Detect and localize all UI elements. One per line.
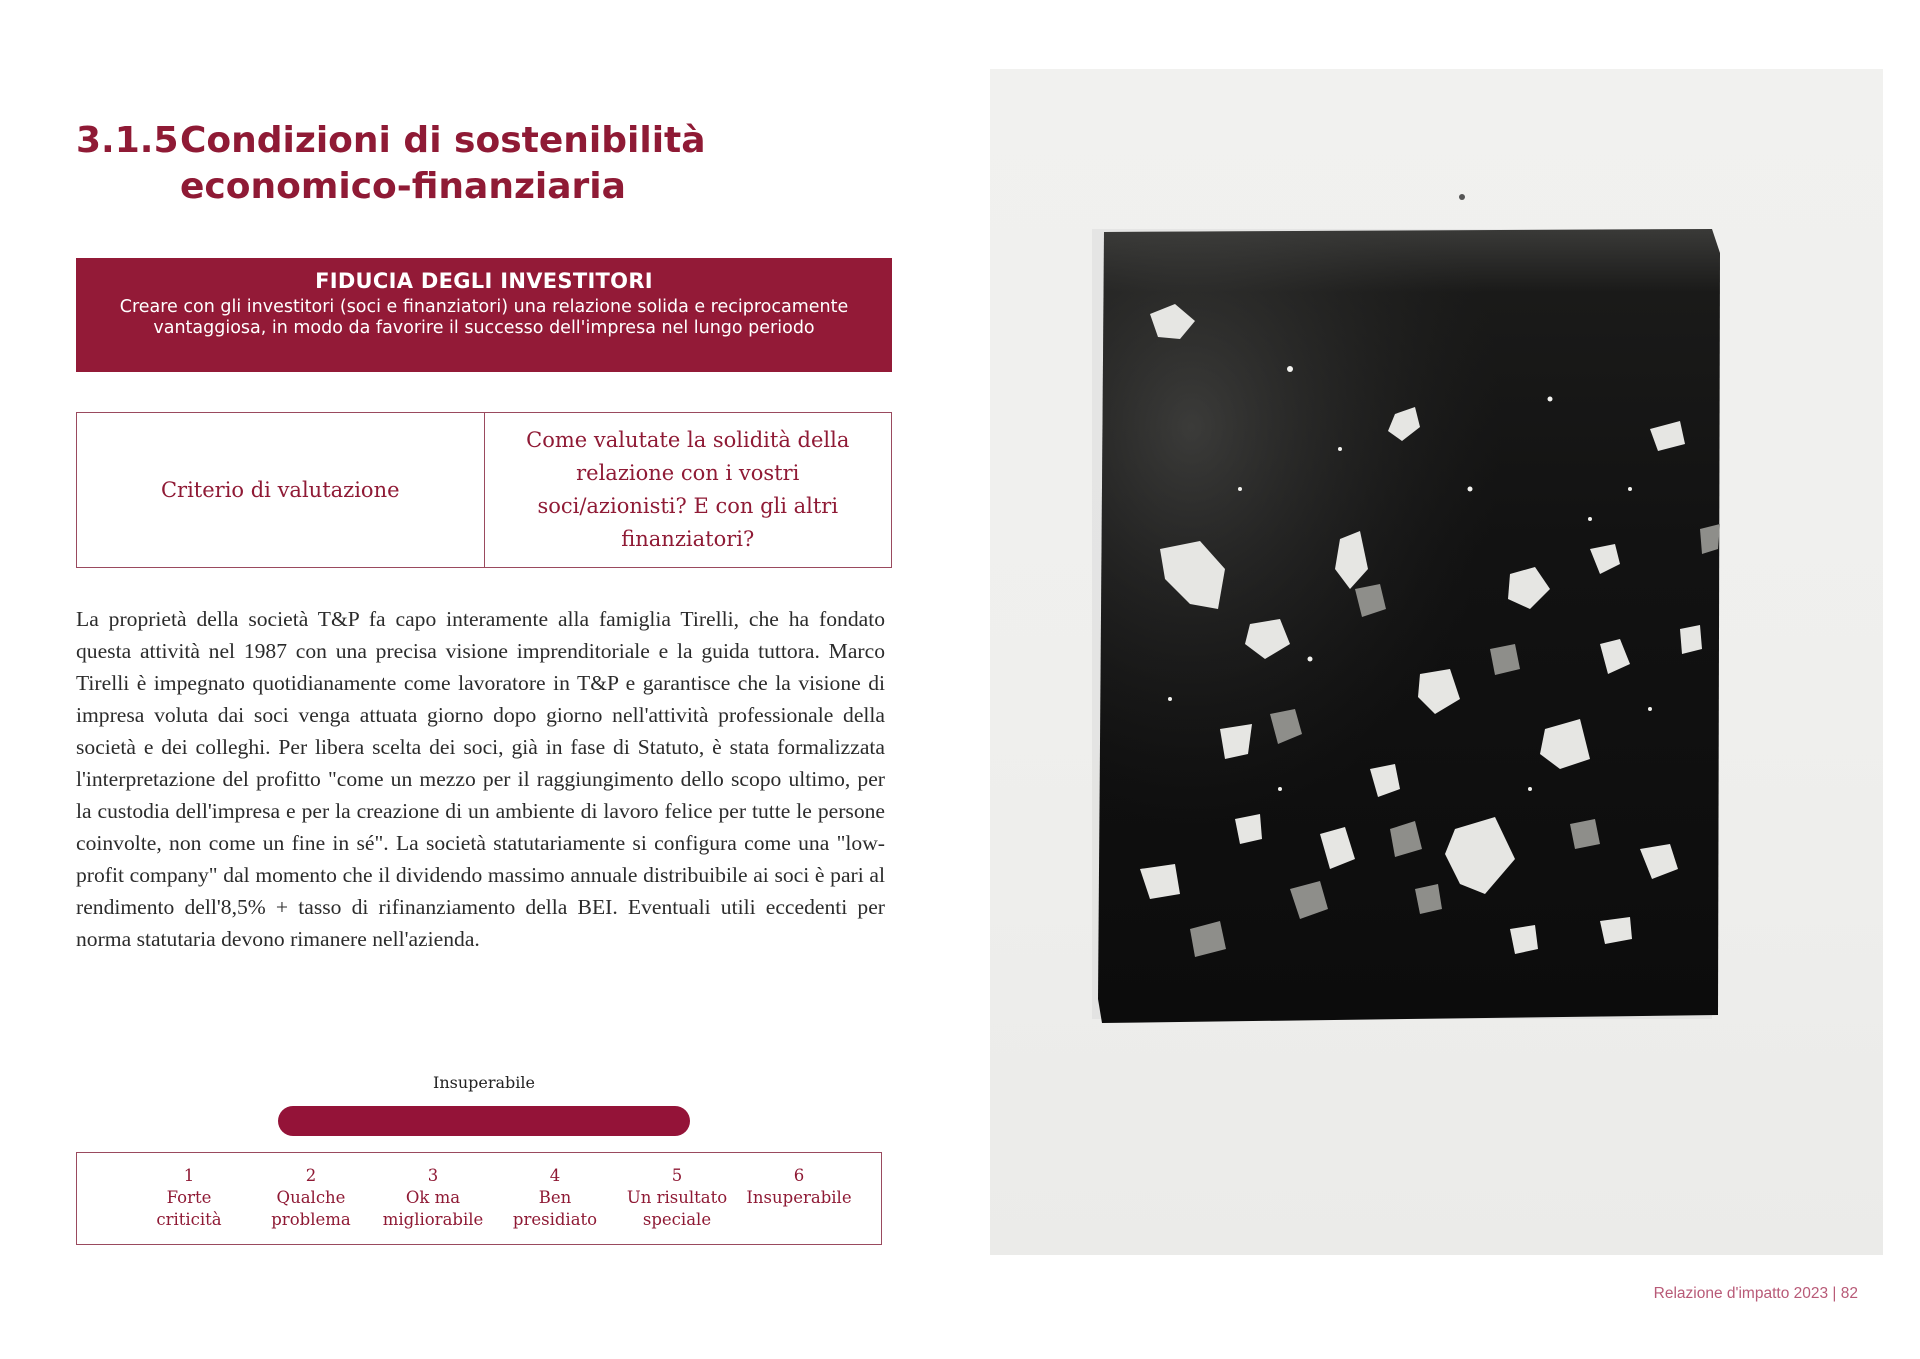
criteria-label: Criterio di valutazione bbox=[77, 413, 485, 567]
criteria-table bbox=[76, 412, 892, 568]
rating-level-label: speciale bbox=[642, 1210, 712, 1229]
banner-subtitle: Creare con gli investitori (soci e finanziatori) una relazione solida e reciprocamente vantaggiosa, in modo da favorire il successo dell'impresa nel lungo periodo bbox=[119, 297, 849, 338]
rating-bar bbox=[278, 1106, 690, 1136]
criteria-question: Come valutate la solidità della relazione con i vostri soci/azionisti? E con gli altri finanziatori? bbox=[526, 428, 850, 551]
artwork-illustration bbox=[990, 69, 1883, 1255]
rating-level-label: Qualche bbox=[276, 1188, 346, 1207]
rating-level-1 bbox=[124, 1165, 254, 1231]
rating-level-label: Ok ma bbox=[405, 1188, 461, 1207]
canvas-haze bbox=[1098, 229, 1720, 1023]
section-heading bbox=[76, 118, 896, 210]
rating-level-number: 5 bbox=[671, 1166, 683, 1185]
rating-level-number: 4 bbox=[549, 1166, 561, 1185]
rating-level-label: Un risultato bbox=[626, 1188, 728, 1207]
artwork-photo bbox=[990, 69, 1883, 1255]
banner-title: FIDUCIA DEGLI INVESTITORI bbox=[315, 269, 653, 293]
rating-level-number: 2 bbox=[305, 1166, 317, 1185]
rating-level-label: Insuperabile bbox=[746, 1188, 852, 1207]
rating-level-label: presidiato bbox=[512, 1210, 598, 1229]
rating-level-label: criticità bbox=[156, 1210, 222, 1229]
goal-banner bbox=[76, 258, 892, 372]
rating-selected-label: Insuperabile bbox=[433, 1073, 535, 1092]
rating-level-label: migliorabile bbox=[382, 1210, 484, 1229]
body-paragraph: La proprietà della società T&P fa capo interamente alla famiglia Tirelli, che ha fondato questa attività nel 1987 con una precisa visione imprenditoriale e la guida tuttora. Marco Tirelli è impegnato quotidianamente come lavoratore in T&P e garantisce che la visione di impresa voluta dai soci venga attuata giorno dopo giorno nell'attività professionale della società e dei colleghi. Per libera scelta dei soci, già in fase di Statuto, è stata formalizzata l'interpretazione del profitto "come un mezzo per il raggiungimento dello scopo ultimo, per la custodia dell'impresa e per la creazione di un ambiente di lavoro felice per tutte le persone coinvolte, non come un fine in sé". La società statutariamente si configura come una "low-profit company" dal momento che il dividendo massimo annuale distribuibile ai soci è pari al rendimento dell'8,5% + tasso di rifinanziamento della BEI. Eventuali utili eccedenti per norma statutaria devono rimanere nell'azienda. bbox=[76, 607, 885, 951]
section-number: 3.1.5 bbox=[76, 120, 179, 161]
section-title: Condizioni di sostenibilità economico-finanziaria bbox=[180, 120, 706, 207]
rating-level-6 bbox=[734, 1165, 864, 1209]
wall-speck bbox=[1459, 194, 1465, 200]
rating-level-2 bbox=[246, 1165, 376, 1231]
rating-level-label: problema bbox=[271, 1210, 351, 1229]
rating-level-number: 1 bbox=[183, 1166, 195, 1185]
rating-scale bbox=[76, 1152, 882, 1245]
page-footer: Relazione d'impatto 2023 | 82 bbox=[1653, 1285, 1858, 1302]
rating-level-label: Forte bbox=[166, 1188, 212, 1207]
rating-level-number: 6 bbox=[793, 1166, 805, 1185]
rating-level-label: Ben bbox=[538, 1188, 572, 1207]
rating-level-number: 3 bbox=[427, 1166, 439, 1185]
rating-level-3 bbox=[368, 1165, 498, 1231]
rating-level-4 bbox=[490, 1165, 620, 1231]
rating-level-5 bbox=[612, 1165, 742, 1231]
